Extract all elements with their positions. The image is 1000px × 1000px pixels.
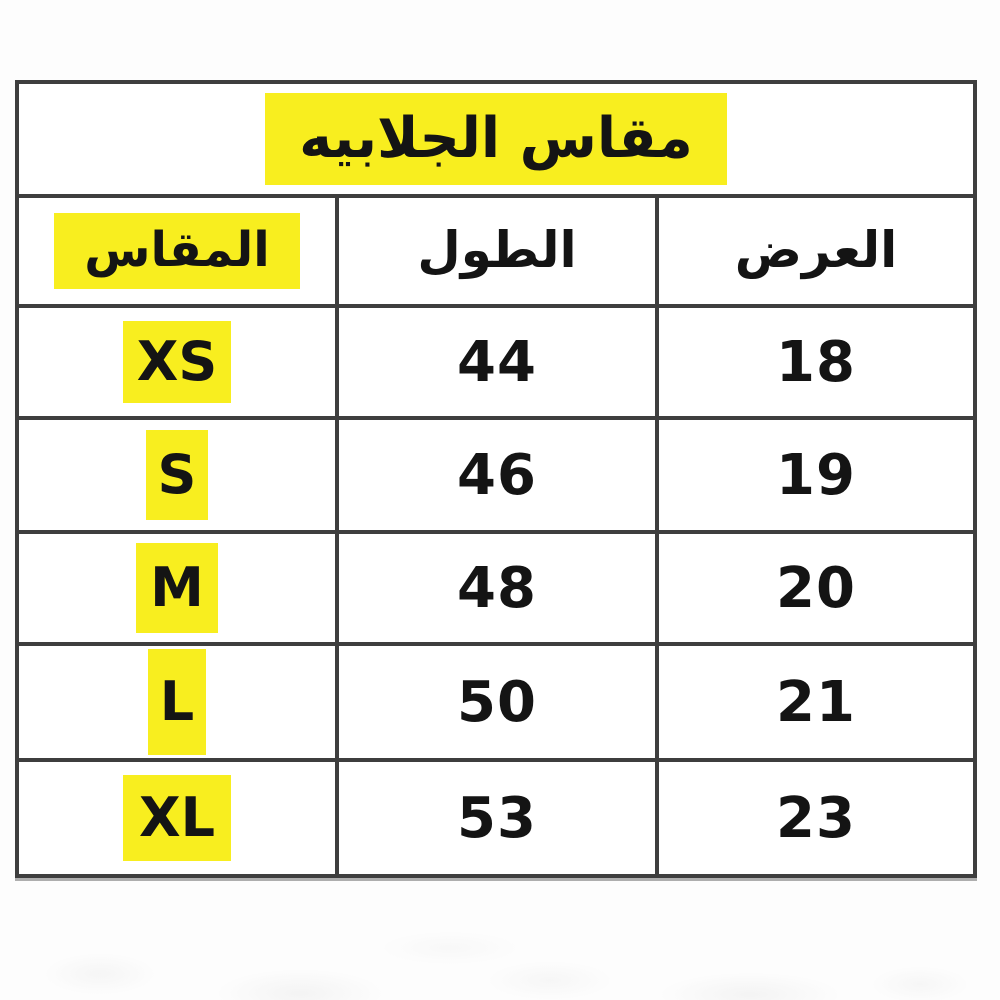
length-value-xs: 44 xyxy=(457,329,537,395)
table-row-m-size-cell xyxy=(19,534,339,646)
header-cell-width xyxy=(659,198,973,308)
table-row-xs-length-cell xyxy=(339,308,659,420)
table-title-cell xyxy=(19,84,973,198)
width-value-m: 20 xyxy=(776,555,856,621)
table-row-m-length-cell xyxy=(339,534,659,646)
table-row-xl-size-cell xyxy=(19,762,339,874)
table-row-xl-length-cell xyxy=(339,762,659,874)
header-width-label: العرض xyxy=(734,221,898,280)
table-title: مقاس الجلابيه xyxy=(265,93,727,184)
header-length-label: الطول xyxy=(417,221,577,280)
size-value-m: M xyxy=(136,543,218,633)
length-value-m: 48 xyxy=(457,555,537,621)
table-row-s-size-cell xyxy=(19,420,339,534)
table-row-l-length-cell xyxy=(339,646,659,762)
width-value-xl: 23 xyxy=(776,785,856,851)
width-value-xs: 18 xyxy=(776,329,856,395)
table-row-xs-width-cell xyxy=(659,308,973,420)
table-row-xs-size-cell xyxy=(19,308,339,420)
header-cell-length xyxy=(339,198,659,308)
size-value-l: L xyxy=(148,649,206,755)
table-row-s-width-cell xyxy=(659,420,973,534)
table-row-l-width-cell xyxy=(659,646,973,762)
width-value-s: 19 xyxy=(776,442,856,508)
header-size-label: المقاس xyxy=(54,213,299,288)
header-cell-size xyxy=(19,198,339,308)
table-row-xl-width-cell xyxy=(659,762,973,874)
size-value-xs: XS xyxy=(123,321,232,403)
table-row-l-size-cell xyxy=(19,646,339,762)
table-row-s-length-cell xyxy=(339,420,659,534)
table-row-m-width-cell xyxy=(659,534,973,646)
size-chart-table xyxy=(15,80,977,878)
size-value-xl: XL xyxy=(123,775,231,861)
length-value-xl: 53 xyxy=(457,785,537,851)
width-value-l: 21 xyxy=(776,669,856,735)
size-value-s: S xyxy=(146,430,209,520)
length-value-s: 46 xyxy=(457,442,537,508)
background-noise xyxy=(0,870,1000,1000)
length-value-l: 50 xyxy=(457,669,537,735)
